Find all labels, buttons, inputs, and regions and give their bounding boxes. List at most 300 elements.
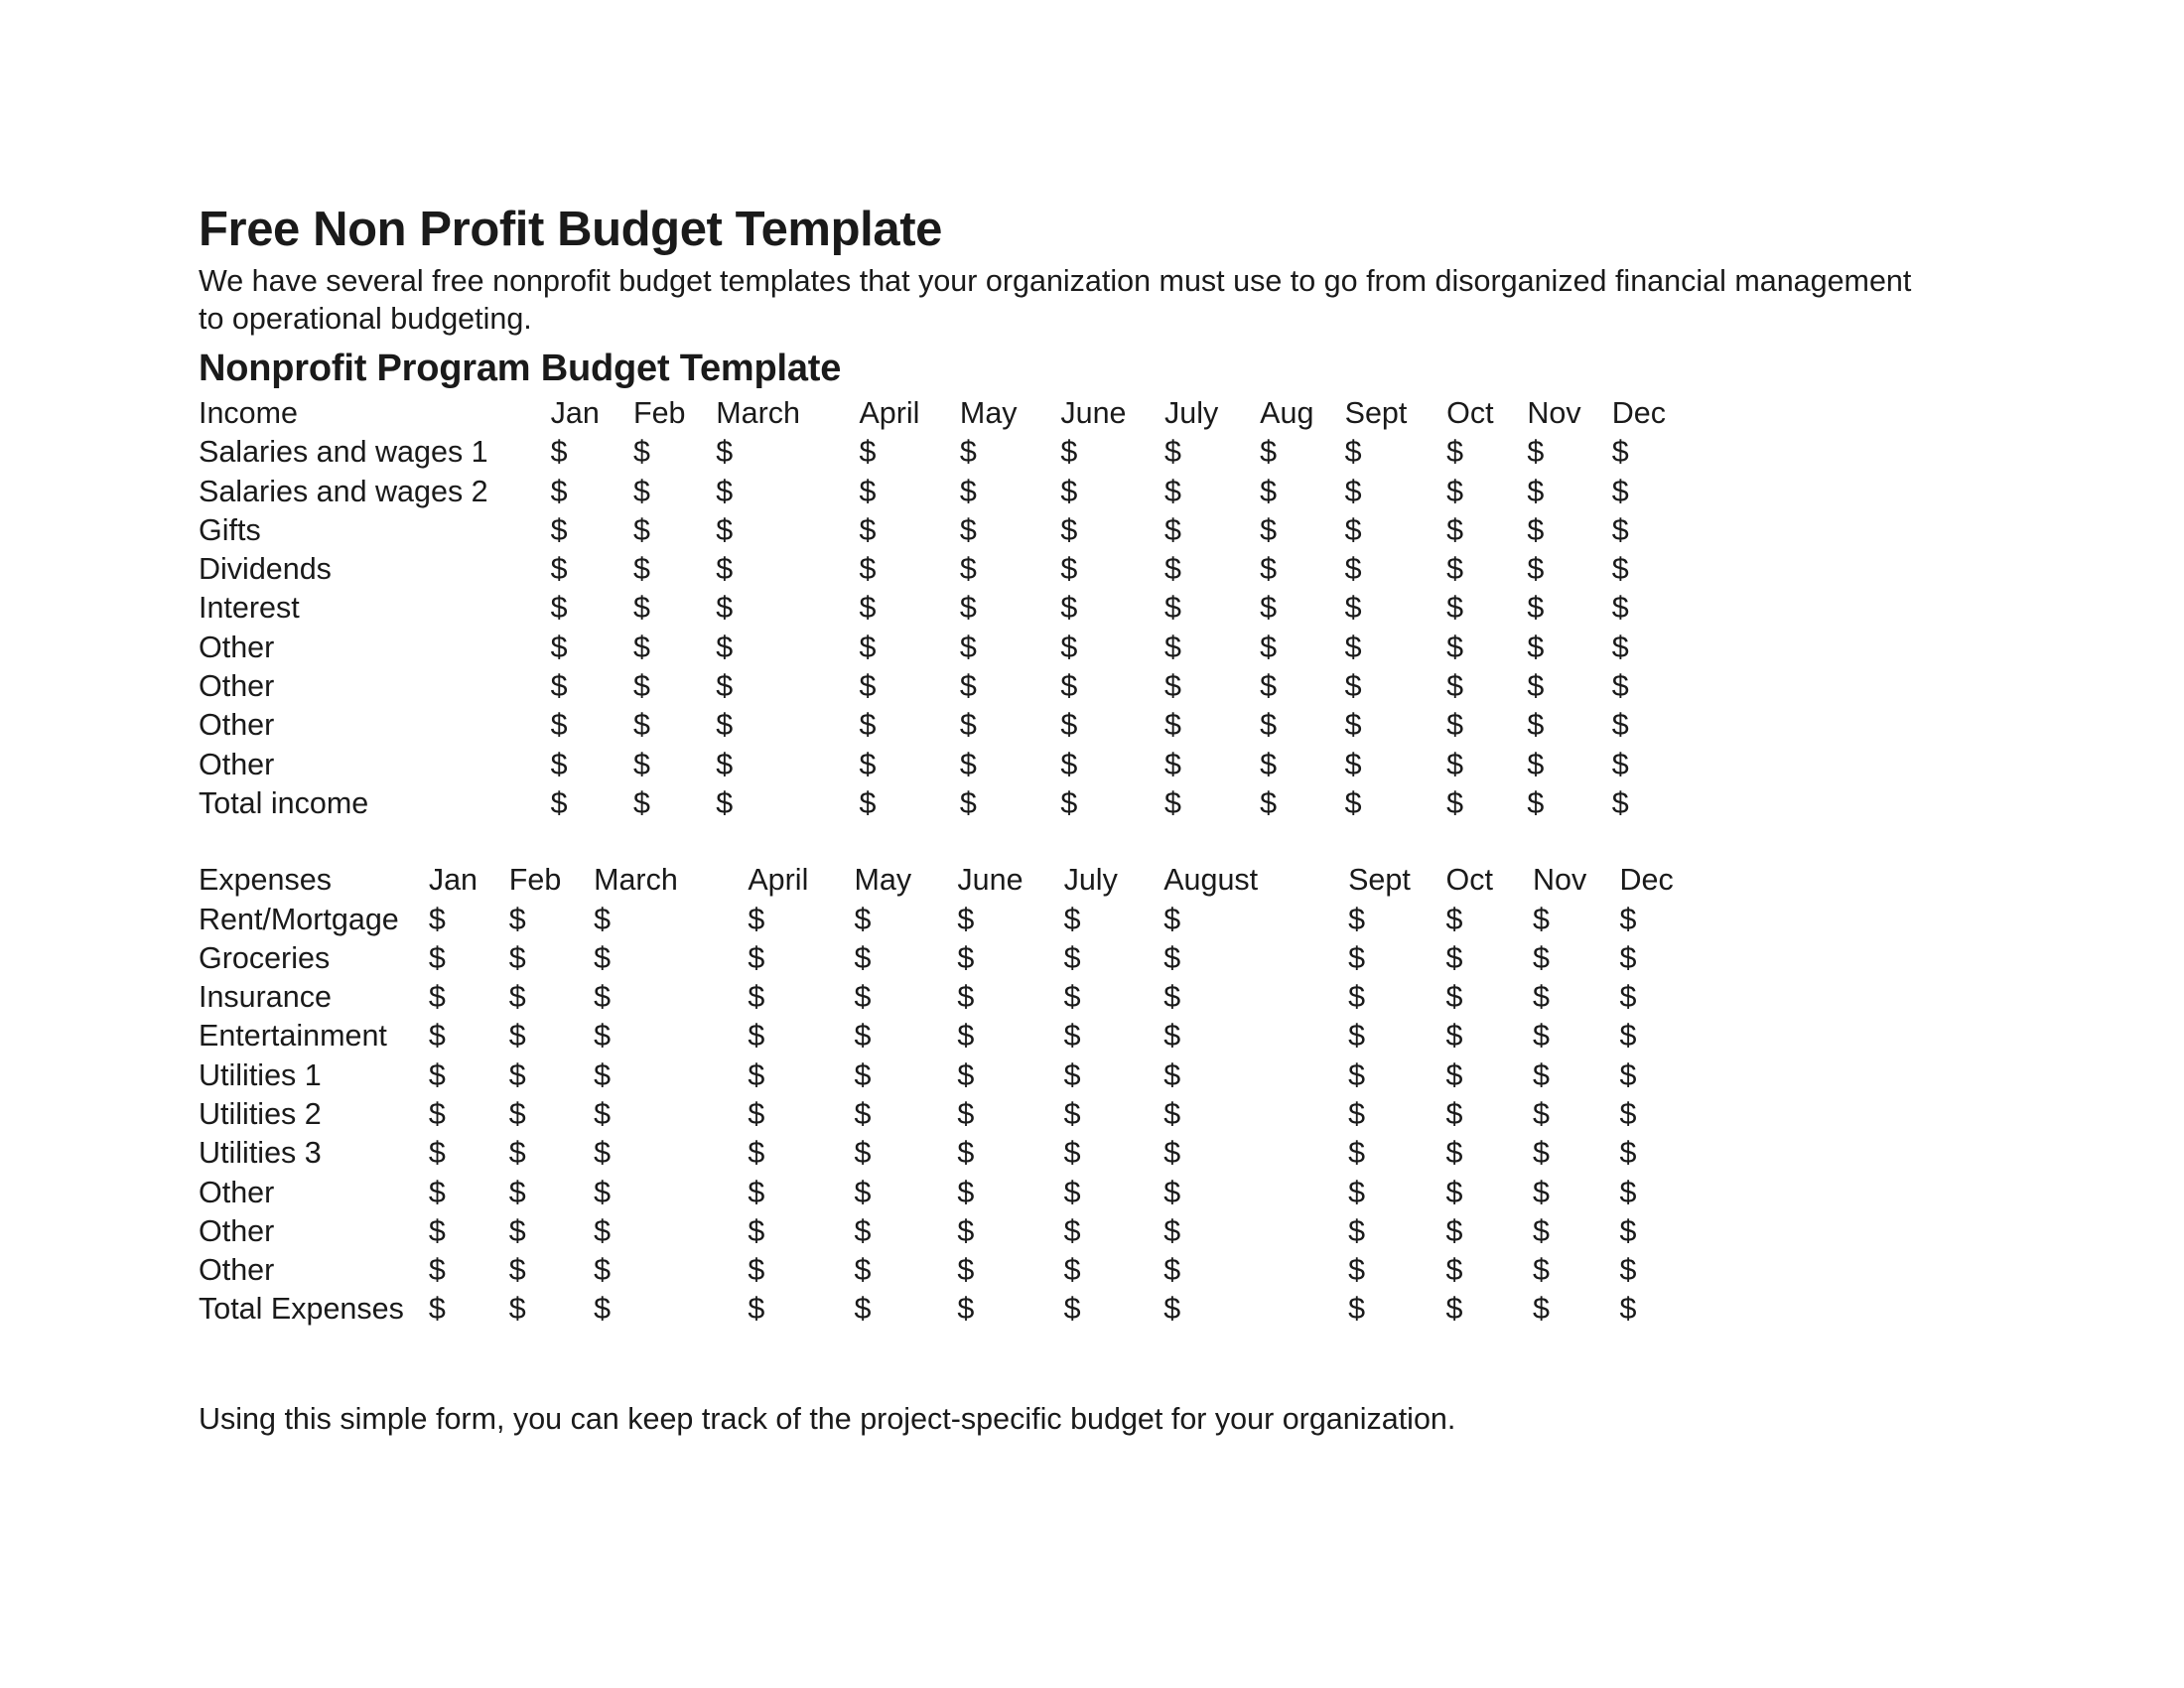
- table-separator-gap: [199, 823, 2184, 861]
- expenses-amount-cell[interactable]: $: [748, 1213, 765, 1248]
- expenses-amount-cell[interactable]: $: [1348, 980, 1366, 1015]
- expenses-amount-cell[interactable]: $: [1445, 1136, 1463, 1171]
- income-amount-cell[interactable]: $: [1164, 512, 1182, 547]
- expenses-amount-cell[interactable]: $: [594, 940, 612, 975]
- income-amount-cell[interactable]: $: [550, 435, 568, 470]
- income-amount-cell[interactable]: $: [1611, 512, 1629, 547]
- income-amount-cell[interactable]: $: [1060, 708, 1078, 743]
- income-amount-cell[interactable]: $: [859, 669, 877, 704]
- income-amount-cell[interactable]: $: [1344, 785, 1362, 820]
- income-amount-cell[interactable]: $: [1344, 512, 1362, 547]
- income-amount-cell[interactable]: $: [959, 435, 977, 470]
- table-row: [199, 938, 1717, 977]
- expenses-amount-cell[interactable]: $: [594, 1019, 612, 1054]
- income-row-label: Total income: [199, 785, 369, 820]
- expenses-amount-cell[interactable]: $: [957, 1057, 975, 1092]
- income-amount-cell[interactable]: $: [1060, 669, 1078, 704]
- expenses-amount-cell[interactable]: $: [854, 1253, 872, 1288]
- table-row: [199, 628, 1707, 666]
- expenses-amount-cell[interactable]: $: [854, 902, 872, 936]
- expenses-amount-cell[interactable]: $: [1163, 1253, 1181, 1288]
- income-amount-cell[interactable]: $: [1164, 474, 1182, 508]
- expenses-amount-cell[interactable]: $: [428, 902, 446, 936]
- income-amount-cell[interactable]: $: [1260, 435, 1278, 470]
- expenses-amount-cell[interactable]: $: [748, 980, 765, 1015]
- income-amount-cell[interactable]: $: [1611, 747, 1629, 781]
- income-amount-cell[interactable]: $: [859, 512, 877, 547]
- income-month-header-may: May: [959, 395, 1018, 430]
- income-amount-cell[interactable]: $: [1260, 591, 1278, 626]
- income-amount-cell[interactable]: $: [959, 785, 977, 820]
- income-amount-cell[interactable]: $: [632, 591, 650, 626]
- income-header-label: Income: [199, 395, 299, 430]
- income-amount-cell[interactable]: $: [1446, 669, 1464, 704]
- expenses-amount-cell[interactable]: $: [1348, 1292, 1366, 1327]
- expenses-amount-cell[interactable]: $: [1445, 940, 1463, 975]
- income-amount-cell[interactable]: $: [1527, 591, 1545, 626]
- expenses-amount-cell[interactable]: $: [1063, 1096, 1081, 1131]
- expenses-amount-cell[interactable]: $: [428, 1096, 446, 1131]
- expenses-amount-cell[interactable]: $: [1063, 1253, 1081, 1288]
- income-amount-cell[interactable]: $: [1344, 669, 1362, 704]
- expenses-amount-cell[interactable]: $: [1163, 940, 1181, 975]
- income-amount-cell[interactable]: $: [1527, 435, 1545, 470]
- income-amount-cell[interactable]: $: [716, 474, 734, 508]
- income-amount-cell[interactable]: $: [959, 474, 977, 508]
- expenses-amount-cell[interactable]: $: [1533, 1136, 1550, 1171]
- expenses-amount-cell[interactable]: $: [854, 1136, 872, 1171]
- income-amount-cell[interactable]: $: [1060, 512, 1078, 547]
- expenses-amount-cell[interactable]: $: [1163, 1019, 1181, 1054]
- expenses-amount-cell[interactable]: $: [1163, 1057, 1181, 1092]
- income-amount-cell[interactable]: $: [632, 785, 650, 820]
- expenses-row-label: Groceries: [199, 940, 331, 975]
- expenses-month-header-jan: Jan: [428, 863, 478, 898]
- expenses-amount-cell[interactable]: $: [1445, 1213, 1463, 1248]
- expenses-amount-cell[interactable]: $: [1533, 940, 1550, 975]
- expenses-amount-cell[interactable]: $: [508, 902, 526, 936]
- income-amount-cell[interactable]: $: [1060, 630, 1078, 664]
- income-amount-cell[interactable]: $: [1446, 747, 1464, 781]
- expenses-amount-cell[interactable]: $: [1348, 902, 1366, 936]
- expenses-amount-cell[interactable]: $: [748, 1057, 765, 1092]
- income-amount-cell[interactable]: $: [959, 708, 977, 743]
- income-amount-cell[interactable]: $: [1260, 785, 1278, 820]
- income-row-label: Salaries and wages 2: [199, 474, 488, 508]
- income-amount-cell[interactable]: $: [1260, 512, 1278, 547]
- expenses-month-header-dec: Dec: [1619, 863, 1674, 898]
- expenses-amount-cell[interactable]: $: [1445, 1096, 1463, 1131]
- expenses-row-label: Entertainment: [199, 1019, 387, 1054]
- income-amount-cell[interactable]: $: [1527, 552, 1545, 587]
- expenses-amount-cell[interactable]: $: [428, 1019, 446, 1054]
- expenses-amount-cell[interactable]: $: [428, 1253, 446, 1288]
- income-amount-cell[interactable]: $: [1060, 785, 1078, 820]
- income-amount-cell[interactable]: $: [859, 552, 877, 587]
- expenses-amount-cell[interactable]: $: [1619, 1019, 1637, 1054]
- expenses-amount-cell[interactable]: $: [1533, 1096, 1550, 1131]
- income-amount-cell[interactable]: $: [632, 708, 650, 743]
- income-amount-cell[interactable]: $: [859, 591, 877, 626]
- income-amount-cell[interactable]: $: [1060, 435, 1078, 470]
- income-amount-cell[interactable]: $: [550, 747, 568, 781]
- income-amount-cell[interactable]: $: [550, 552, 568, 587]
- expenses-amount-cell[interactable]: $: [508, 1292, 526, 1327]
- income-amount-cell[interactable]: $: [1611, 669, 1629, 704]
- income-amount-cell[interactable]: $: [859, 474, 877, 508]
- income-amount-cell[interactable]: $: [1527, 708, 1545, 743]
- income-amount-cell[interactable]: $: [1164, 708, 1182, 743]
- expenses-amount-cell[interactable]: $: [957, 1213, 975, 1248]
- expenses-amount-cell[interactable]: $: [1619, 1136, 1637, 1171]
- expenses-amount-cell[interactable]: $: [1445, 902, 1463, 936]
- expenses-amount-cell[interactable]: $: [957, 980, 975, 1015]
- income-amount-cell[interactable]: $: [859, 708, 877, 743]
- table-row: [199, 900, 1717, 938]
- expenses-amount-cell[interactable]: $: [1348, 940, 1366, 975]
- expenses-amount-cell[interactable]: $: [1533, 1213, 1550, 1248]
- income-amount-cell[interactable]: $: [859, 435, 877, 470]
- expenses-amount-cell[interactable]: $: [594, 980, 612, 1015]
- income-amount-cell[interactable]: $: [959, 669, 977, 704]
- expenses-amount-cell[interactable]: $: [1063, 1292, 1081, 1327]
- expenses-amount-cell[interactable]: $: [594, 1213, 612, 1248]
- expenses-amount-cell[interactable]: $: [1063, 1057, 1081, 1092]
- expenses-amount-cell[interactable]: $: [957, 1253, 975, 1288]
- expenses-amount-cell[interactable]: $: [1163, 980, 1181, 1015]
- expenses-amount-cell[interactable]: $: [1533, 1292, 1550, 1327]
- expenses-amount-cell[interactable]: $: [1163, 1136, 1181, 1171]
- expenses-month-header-march: March: [594, 863, 678, 898]
- income-amount-cell[interactable]: $: [1344, 591, 1362, 626]
- table-row: [199, 1211, 1717, 1250]
- expenses-row-label: Utilities 2: [199, 1096, 322, 1131]
- expenses-amount-cell[interactable]: $: [508, 1057, 526, 1092]
- expenses-amount-cell[interactable]: $: [854, 1057, 872, 1092]
- income-amount-cell[interactable]: $: [959, 747, 977, 781]
- income-amount-cell[interactable]: $: [859, 785, 877, 820]
- expenses-amount-cell[interactable]: $: [508, 1253, 526, 1288]
- expenses-amount-cell[interactable]: $: [594, 1136, 612, 1171]
- expenses-amount-cell[interactable]: $: [508, 1136, 526, 1171]
- income-amount-cell[interactable]: $: [632, 435, 650, 470]
- expenses-amount-cell[interactable]: $: [1533, 902, 1550, 936]
- table-row: [199, 667, 1707, 706]
- expenses-amount-cell[interactable]: $: [957, 1019, 975, 1054]
- expenses-amount-cell[interactable]: $: [1163, 1096, 1181, 1131]
- income-amount-cell[interactable]: $: [1446, 630, 1464, 664]
- income-amount-cell[interactable]: $: [1527, 747, 1545, 781]
- expenses-amount-cell[interactable]: $: [1619, 902, 1637, 936]
- income-amount-cell[interactable]: $: [716, 591, 734, 626]
- income-amount-cell[interactable]: $: [1344, 474, 1362, 508]
- income-amount-cell[interactable]: $: [1164, 785, 1182, 820]
- expenses-amount-cell[interactable]: $: [1445, 1253, 1463, 1288]
- expenses-amount-cell[interactable]: $: [428, 1136, 446, 1171]
- expenses-month-header-nov: Nov: [1533, 863, 1587, 898]
- expenses-amount-cell[interactable]: $: [1063, 1175, 1081, 1209]
- expenses-row-label: Other: [199, 1213, 275, 1248]
- income-amount-cell[interactable]: $: [1164, 747, 1182, 781]
- income-amount-cell[interactable]: $: [1527, 512, 1545, 547]
- table-row: [199, 1251, 1717, 1290]
- expenses-amount-cell[interactable]: $: [748, 1175, 765, 1209]
- expenses-amount-cell[interactable]: $: [1619, 1057, 1637, 1092]
- income-amount-cell[interactable]: $: [1260, 474, 1278, 508]
- expenses-amount-cell[interactable]: $: [1348, 1213, 1366, 1248]
- expenses-amount-cell[interactable]: $: [1348, 1175, 1366, 1209]
- expenses-amount-cell[interactable]: $: [1445, 1175, 1463, 1209]
- income-amount-cell[interactable]: $: [1344, 747, 1362, 781]
- expenses-amount-cell[interactable]: $: [1063, 902, 1081, 936]
- income-amount-cell[interactable]: $: [1611, 630, 1629, 664]
- table-row: [199, 472, 1707, 510]
- income-amount-cell[interactable]: $: [1611, 474, 1629, 508]
- expenses-amount-cell[interactable]: $: [957, 940, 975, 975]
- income-amount-cell[interactable]: $: [1060, 474, 1078, 508]
- income-amount-cell[interactable]: $: [1446, 435, 1464, 470]
- income-month-header-aug: Aug: [1260, 395, 1314, 430]
- income-amount-cell[interactable]: $: [1060, 552, 1078, 587]
- expenses-table-body: [199, 900, 1717, 1329]
- income-amount-cell[interactable]: $: [959, 630, 977, 664]
- expenses-amount-cell[interactable]: $: [508, 1175, 526, 1209]
- income-amount-cell[interactable]: $: [550, 474, 568, 508]
- income-amount-cell[interactable]: $: [1527, 785, 1545, 820]
- income-amount-cell[interactable]: $: [716, 669, 734, 704]
- expenses-amount-cell[interactable]: $: [1063, 1213, 1081, 1248]
- expenses-amount-cell[interactable]: $: [1163, 1175, 1181, 1209]
- table-row: [199, 1290, 1717, 1329]
- expenses-amount-cell[interactable]: $: [508, 940, 526, 975]
- income-row-label: Other: [199, 708, 275, 743]
- income-table-head: [199, 394, 1707, 433]
- expenses-amount-cell[interactable]: $: [1348, 1057, 1366, 1092]
- intro-paragraph: We have several free nonprofit budget templates that your organization must use to go from disorganized financial management to operational budgeting.: [199, 263, 1912, 337]
- expenses-amount-cell[interactable]: $: [1533, 1057, 1550, 1092]
- expenses-amount-cell[interactable]: $: [854, 1175, 872, 1209]
- expenses-amount-cell[interactable]: $: [428, 1057, 446, 1092]
- income-amount-cell[interactable]: $: [1260, 630, 1278, 664]
- expenses-amount-cell[interactable]: $: [854, 980, 872, 1015]
- expenses-amount-cell[interactable]: $: [748, 940, 765, 975]
- income-amount-cell[interactable]: $: [1164, 435, 1182, 470]
- expenses-amount-cell[interactable]: $: [594, 1096, 612, 1131]
- income-amount-cell[interactable]: $: [1164, 552, 1182, 587]
- income-amount-cell[interactable]: $: [1611, 591, 1629, 626]
- expenses-amount-cell[interactable]: $: [508, 1213, 526, 1248]
- expenses-row-label: Utilities 1: [199, 1057, 322, 1092]
- expenses-amount-cell[interactable]: $: [1619, 1253, 1637, 1288]
- income-amount-cell[interactable]: $: [632, 669, 650, 704]
- expenses-amount-cell[interactable]: $: [1063, 940, 1081, 975]
- income-month-header-dec: Dec: [1611, 395, 1667, 430]
- expenses-amount-cell[interactable]: $: [1163, 902, 1181, 936]
- table-row: [199, 1095, 1717, 1134]
- expenses-amount-cell[interactable]: $: [428, 1175, 446, 1209]
- income-amount-cell[interactable]: $: [632, 747, 650, 781]
- expenses-amount-cell[interactable]: $: [957, 1096, 975, 1131]
- income-amount-cell[interactable]: $: [550, 630, 568, 664]
- income-amount-cell[interactable]: $: [716, 747, 734, 781]
- income-amount-cell[interactable]: $: [1260, 552, 1278, 587]
- income-amount-cell[interactable]: $: [1344, 630, 1362, 664]
- income-amount-cell[interactable]: $: [1611, 785, 1629, 820]
- expenses-amount-cell[interactable]: $: [594, 1175, 612, 1209]
- income-amount-cell[interactable]: $: [959, 552, 977, 587]
- income-amount-cell[interactable]: $: [959, 512, 977, 547]
- income-month-header-july: July: [1164, 395, 1219, 430]
- expenses-amount-cell[interactable]: $: [428, 1292, 446, 1327]
- expenses-amount-cell[interactable]: $: [957, 902, 975, 936]
- income-amount-cell[interactable]: $: [716, 435, 734, 470]
- income-amount-cell[interactable]: $: [1344, 435, 1362, 470]
- income-amount-cell[interactable]: $: [1611, 552, 1629, 587]
- income-amount-cell[interactable]: $: [1164, 669, 1182, 704]
- table-row: [199, 1017, 1717, 1055]
- income-amount-cell[interactable]: $: [716, 708, 734, 743]
- income-amount-cell[interactable]: $: [1527, 474, 1545, 508]
- expenses-amount-cell[interactable]: $: [1533, 1019, 1550, 1054]
- income-amount-cell[interactable]: $: [1611, 435, 1629, 470]
- expenses-amount-cell[interactable]: $: [748, 1292, 765, 1327]
- expenses-month-header-august: August: [1163, 863, 1259, 898]
- expenses-amount-cell[interactable]: $: [508, 1096, 526, 1131]
- expenses-amount-cell[interactable]: $: [594, 902, 612, 936]
- income-amount-cell[interactable]: $: [1527, 630, 1545, 664]
- income-amount-cell[interactable]: $: [1446, 591, 1464, 626]
- expenses-amount-cell[interactable]: $: [854, 1213, 872, 1248]
- expenses-amount-cell[interactable]: $: [1063, 1136, 1081, 1171]
- expenses-amount-cell[interactable]: $: [508, 1019, 526, 1054]
- income-amount-cell[interactable]: $: [550, 708, 568, 743]
- expenses-amount-cell[interactable]: $: [1348, 1096, 1366, 1131]
- income-amount-cell[interactable]: $: [550, 785, 568, 820]
- income-amount-cell[interactable]: $: [1446, 708, 1464, 743]
- income-row-label: Salaries and wages 1: [199, 435, 488, 470]
- income-amount-cell[interactable]: $: [1060, 747, 1078, 781]
- table-row: [199, 1055, 1717, 1094]
- income-amount-cell[interactable]: $: [550, 591, 568, 626]
- income-amount-cell[interactable]: $: [632, 474, 650, 508]
- income-amount-cell[interactable]: $: [1344, 552, 1362, 587]
- expenses-amount-cell[interactable]: $: [1533, 980, 1550, 1015]
- expenses-amount-cell[interactable]: $: [1445, 1019, 1463, 1054]
- expenses-amount-cell[interactable]: $: [1348, 1019, 1366, 1054]
- income-amount-cell[interactable]: $: [550, 669, 568, 704]
- expenses-amount-cell[interactable]: $: [957, 1136, 975, 1171]
- expenses-row-label: Insurance: [199, 980, 332, 1015]
- income-row-label: Other: [199, 747, 275, 781]
- income-amount-cell[interactable]: $: [716, 785, 734, 820]
- income-amount-cell[interactable]: $: [1164, 630, 1182, 664]
- income-amount-cell[interactable]: $: [716, 552, 734, 587]
- expenses-row-label: Other: [199, 1175, 275, 1209]
- expenses-amount-cell[interactable]: $: [428, 940, 446, 975]
- expenses-amount-cell[interactable]: $: [1445, 1057, 1463, 1092]
- expenses-amount-cell[interactable]: $: [428, 980, 446, 1015]
- income-row-label: Other: [199, 630, 275, 664]
- expenses-amount-cell[interactable]: $: [1445, 980, 1463, 1015]
- expenses-row-label: Total Expenses: [199, 1292, 404, 1327]
- income-month-header-sept: Sept: [1344, 395, 1408, 430]
- expenses-amount-cell[interactable]: $: [854, 1292, 872, 1327]
- income-amount-cell[interactable]: $: [1164, 591, 1182, 626]
- expenses-month-header-may: May: [854, 863, 912, 898]
- table-row: [199, 706, 1707, 745]
- income-amount-cell[interactable]: $: [959, 591, 977, 626]
- income-amount-cell[interactable]: $: [1446, 552, 1464, 587]
- income-amount-cell[interactable]: $: [859, 747, 877, 781]
- expenses-amount-cell[interactable]: $: [748, 1019, 765, 1054]
- income-amount-cell[interactable]: $: [1446, 512, 1464, 547]
- table-row: [199, 510, 1707, 549]
- expenses-amount-cell[interactable]: $: [1063, 1019, 1081, 1054]
- expenses-amount-cell[interactable]: $: [508, 980, 526, 1015]
- expenses-amount-cell[interactable]: $: [1619, 1213, 1637, 1248]
- expenses-amount-cell[interactable]: $: [1533, 1175, 1550, 1209]
- expenses-amount-cell[interactable]: $: [1348, 1136, 1366, 1171]
- income-amount-cell[interactable]: $: [632, 630, 650, 664]
- expenses-amount-cell[interactable]: $: [594, 1292, 612, 1327]
- expenses-amount-cell[interactable]: $: [957, 1175, 975, 1209]
- income-amount-cell[interactable]: $: [716, 512, 734, 547]
- income-amount-cell[interactable]: $: [1446, 785, 1464, 820]
- expenses-amount-cell[interactable]: $: [428, 1213, 446, 1248]
- income-amount-cell[interactable]: $: [1060, 591, 1078, 626]
- expenses-month-header-july: July: [1063, 863, 1118, 898]
- expenses-amount-cell[interactable]: $: [854, 1096, 872, 1131]
- expenses-amount-cell[interactable]: $: [854, 1019, 872, 1054]
- income-amount-cell[interactable]: $: [859, 630, 877, 664]
- expenses-amount-cell[interactable]: $: [748, 902, 765, 936]
- expenses-amount-cell[interactable]: $: [1619, 1096, 1637, 1131]
- expenses-amount-cell[interactable]: $: [748, 1136, 765, 1171]
- income-amount-cell[interactable]: $: [1260, 669, 1278, 704]
- expenses-amount-cell[interactable]: $: [1619, 980, 1637, 1015]
- income-amount-cell[interactable]: $: [1344, 708, 1362, 743]
- expenses-amount-cell[interactable]: $: [1619, 1175, 1637, 1209]
- expenses-amount-cell[interactable]: $: [594, 1057, 612, 1092]
- income-amount-cell[interactable]: $: [632, 512, 650, 547]
- expenses-amount-cell[interactable]: $: [1445, 1292, 1463, 1327]
- income-amount-cell[interactable]: $: [1611, 708, 1629, 743]
- expenses-amount-cell[interactable]: $: [854, 940, 872, 975]
- expenses-amount-cell[interactable]: $: [1163, 1292, 1181, 1327]
- expenses-header-label: Expenses: [199, 863, 332, 898]
- expenses-amount-cell[interactable]: $: [748, 1253, 765, 1288]
- income-header-row: [199, 394, 1707, 433]
- expenses-amount-cell[interactable]: $: [1348, 1253, 1366, 1288]
- income-amount-cell[interactable]: $: [1260, 747, 1278, 781]
- income-amount-cell[interactable]: $: [716, 630, 734, 664]
- income-row-label: Dividends: [199, 552, 332, 587]
- expenses-amount-cell[interactable]: $: [957, 1292, 975, 1327]
- expenses-amount-cell[interactable]: $: [1619, 1292, 1637, 1327]
- income-amount-cell[interactable]: $: [632, 552, 650, 587]
- expenses-amount-cell[interactable]: $: [594, 1253, 612, 1288]
- expenses-amount-cell[interactable]: $: [1533, 1253, 1550, 1288]
- income-amount-cell[interactable]: $: [550, 512, 568, 547]
- expenses-amount-cell[interactable]: $: [748, 1096, 765, 1131]
- income-amount-cell[interactable]: $: [1446, 474, 1464, 508]
- expenses-amount-cell[interactable]: $: [1619, 940, 1637, 975]
- income-budget-table: [199, 394, 1707, 823]
- income-amount-cell[interactable]: $: [1260, 708, 1278, 743]
- expenses-amount-cell[interactable]: $: [1063, 980, 1081, 1015]
- income-amount-cell[interactable]: $: [1527, 669, 1545, 704]
- expenses-amount-cell[interactable]: $: [1163, 1213, 1181, 1248]
